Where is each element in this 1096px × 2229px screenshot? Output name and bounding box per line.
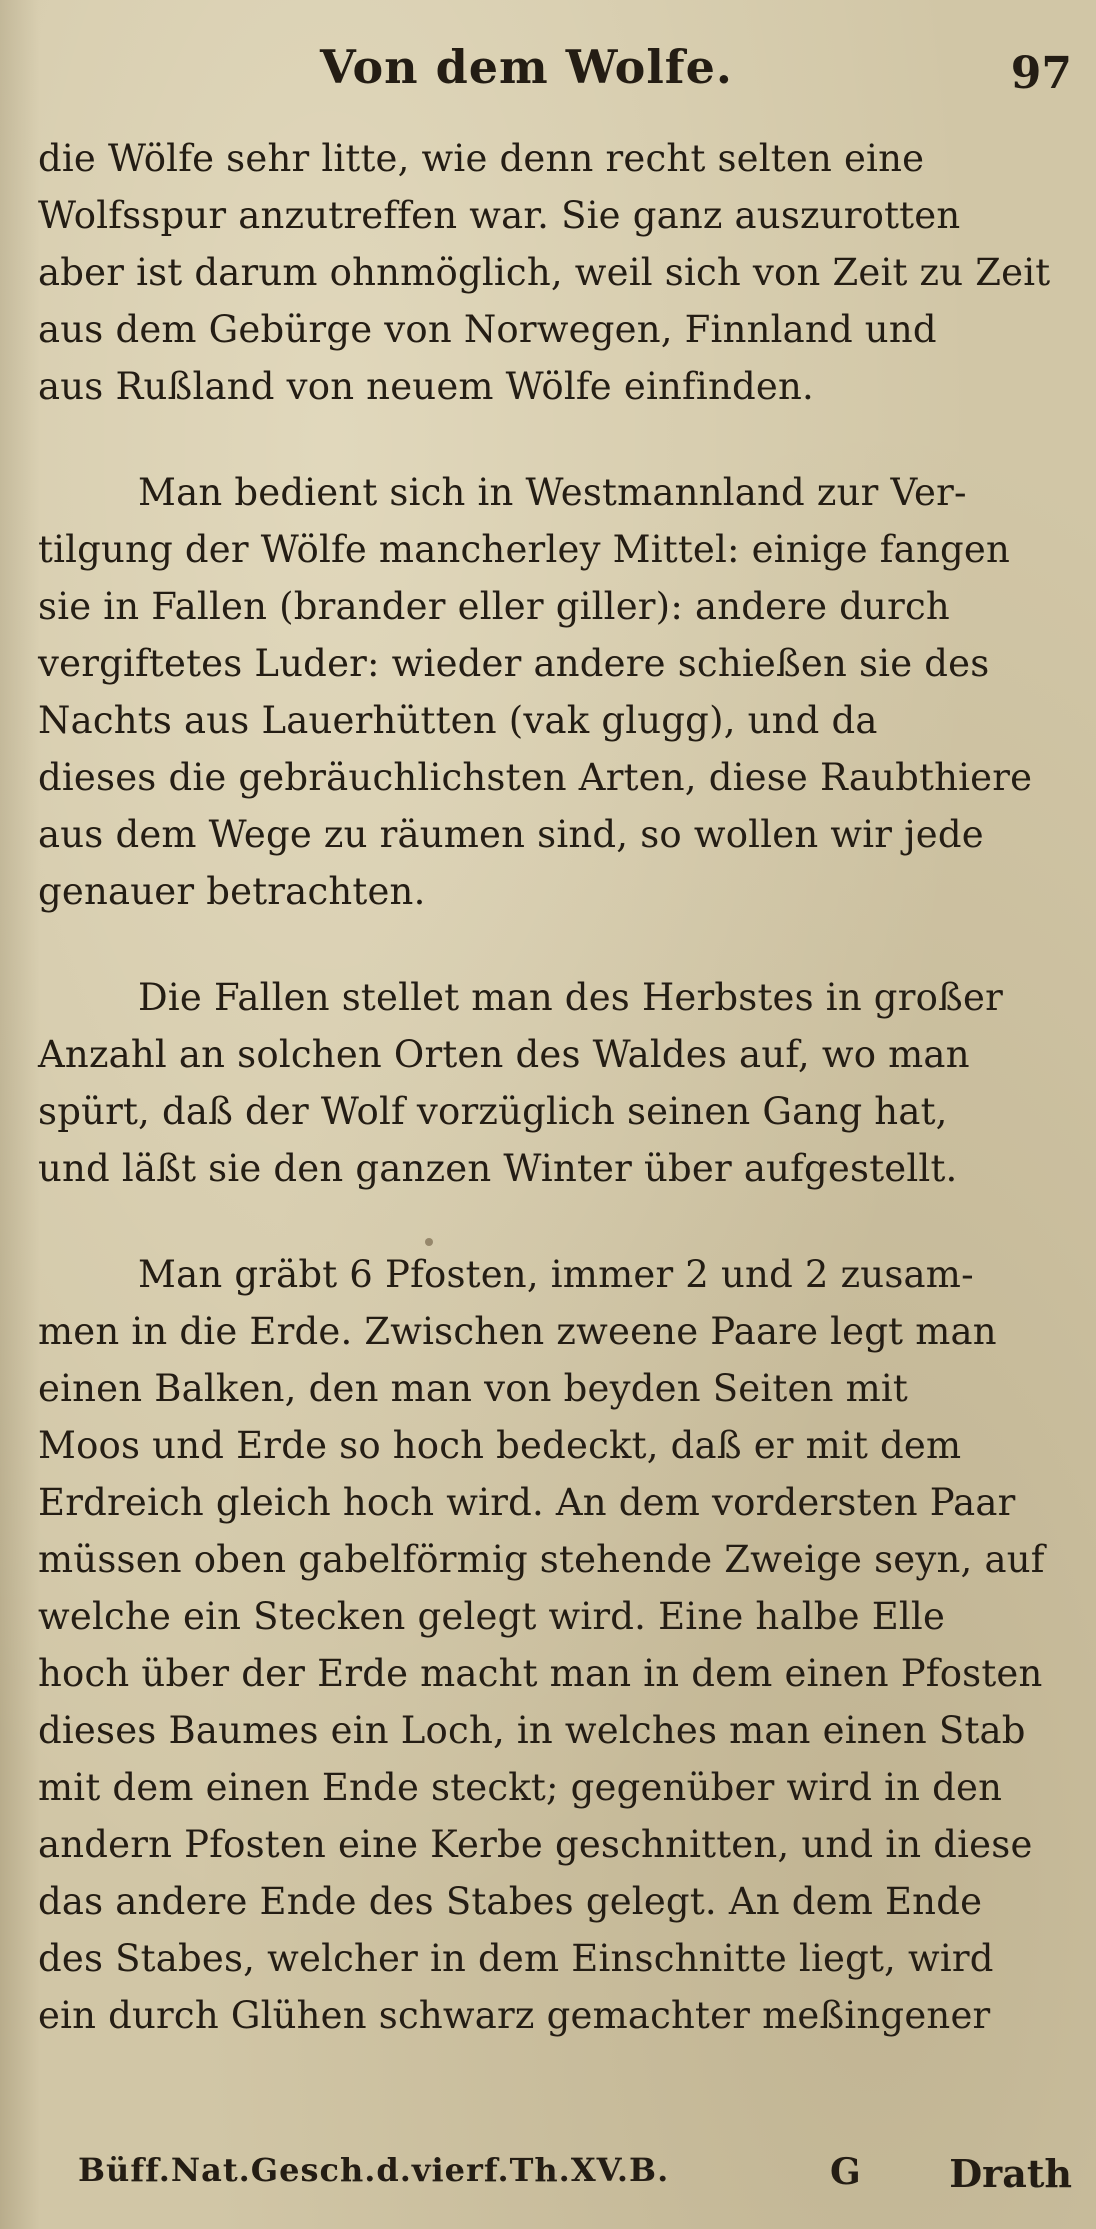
ink-speck bbox=[425, 1238, 433, 1246]
text-line: welche ein Stecken gelegt wird. Eine halbe Elle bbox=[38, 1595, 946, 1638]
text-line: andern Pfosten eine Kerbe geschnitten, und in diese bbox=[38, 1823, 1033, 1866]
printer-signature: Büff.Nat.Gesch.d.vierf.Th.XV.B. bbox=[78, 2151, 670, 2189]
text-line: spürt, daß der Wolf vorzüglich seinen Gang hat, bbox=[38, 1090, 948, 1133]
catchword: Drath bbox=[949, 2151, 1072, 2196]
text-line: men in die Erde. Zwischen zweene Paare legt man bbox=[38, 1310, 997, 1353]
text-line: Moos und Erde so hoch bedeckt, daß er mit dem bbox=[38, 1424, 962, 1467]
text-line: Die Fallen stellet man des Herbstes in großer bbox=[138, 976, 1003, 1019]
text-line: und läßt sie den ganzen Winter über aufgestellt. bbox=[38, 1147, 958, 1190]
text-line: Anzahl an solchen Orten des Waldes auf, wo man bbox=[38, 1033, 970, 1076]
text-line: tilgung der Wölfe mancherley Mittel: einige fangen bbox=[38, 528, 1010, 571]
text-line: genauer betrachten. bbox=[38, 870, 426, 913]
text-line: Erdreich gleich hoch wird. An dem vordersten Paar bbox=[38, 1481, 1016, 1524]
text-line: dieses Baumes ein Loch, in welches man einen Stab bbox=[38, 1709, 1026, 1752]
page-number: 97 bbox=[1010, 48, 1072, 99]
text-line: mit dem einen Ende steckt; gegenüber wird in den bbox=[38, 1766, 1003, 1809]
text-line: müssen oben gabelförmig stehende Zweige seyn, auf bbox=[38, 1538, 1045, 1581]
text-line: aus dem Gebürge von Norwegen, Finnland und bbox=[38, 308, 937, 351]
text-line: dieses die gebräuchlichsten Arten, diese Raubthiere bbox=[38, 756, 1033, 799]
page-header bbox=[0, 30, 1096, 110]
text-line: Wolfsspur anzutreffen war. Sie ganz auszurotten bbox=[38, 194, 961, 237]
paragraph-2 bbox=[38, 464, 1068, 920]
text-line: des Stabes, welcher in dem Einschnitte liegt, wird bbox=[38, 1937, 994, 1980]
text-line: hoch über der Erde macht man in dem einen Pfosten bbox=[38, 1652, 1043, 1695]
text-line: einen Balken, den man von beyden Seiten mit bbox=[38, 1367, 908, 1410]
paragraph-4 bbox=[38, 1246, 1068, 2044]
text-line: ein durch Glühen schwarz gemachter meßingener bbox=[38, 1994, 991, 2037]
text-line: Nachts aus Lauerhütten (vak glugg), und da bbox=[38, 699, 878, 742]
text-line: Man gräbt 6 Pfosten, immer 2 und 2 zusam- bbox=[138, 1253, 974, 1296]
text-line: die Wölfe sehr litte, wie denn recht selten eine bbox=[38, 137, 925, 180]
text-line: aus dem Wege zu räumen sind, so wollen wir jede bbox=[38, 813, 984, 856]
paragraph-1 bbox=[38, 130, 1068, 415]
text-line: aus Rußland von neuem Wölfe einfinden. bbox=[38, 365, 814, 408]
text-line: sie in Fallen (brander eller giller): andere durch bbox=[38, 585, 950, 628]
page-footer bbox=[0, 2145, 1096, 2205]
text-line: Man bedient sich in Westmannland zur Ver- bbox=[138, 471, 967, 514]
body-text bbox=[38, 130, 1068, 2093]
sheet-mark: G bbox=[830, 2151, 861, 2193]
paragraph-3 bbox=[38, 969, 1068, 1197]
text-line: das andere Ende des Stabes gelegt. An dem Ende bbox=[38, 1880, 983, 1923]
running-head: Von dem Wolfe. bbox=[320, 40, 733, 94]
text-line: aber ist darum ohnmöglich, weil sich von Zeit zu Zeit bbox=[38, 251, 1051, 294]
text-line: vergiftetes Luder: wieder andere schießen sie des bbox=[38, 642, 990, 685]
